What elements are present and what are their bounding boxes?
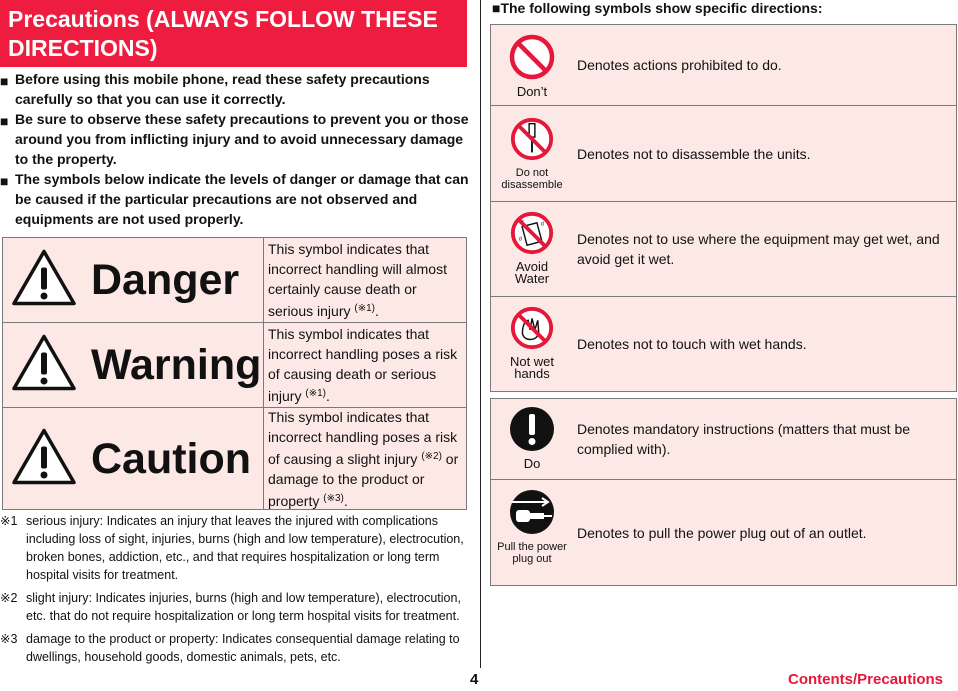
warning-triangle-icon	[11, 248, 77, 313]
symbol-caption: Don’t	[516, 84, 548, 99]
symbol-caption: Not wet hands	[509, 354, 555, 381]
symbol-row	[491, 202, 956, 297]
warning-triangle-icon	[11, 426, 77, 491]
bullet-symbol-levels: ■ The symbols below indicate the levels of danger or damage that can be caused if the particular precautions are not observed and equipments are not used properly.	[0, 171, 469, 227]
no-wet-hands-icon	[509, 305, 555, 351]
mandatory-icon	[508, 405, 556, 453]
bullet-read-precautions: ■ Before using this mobile phone, read these safety precautions carefully so that you can use it correctly.	[0, 71, 430, 107]
symbol-description: Denotes not to disassemble the units.	[577, 145, 811, 162]
footnote: ※1 serious injury: Indicates an injury that leaves the injured with complications including loss of sight, injuries, burns (high and low temperature), electrocution, broken bones, addiction, etc., and that requires hospitalization or long term hospital visits for treatment.	[0, 514, 464, 582]
pull-plug-icon	[508, 488, 556, 536]
symbol-row	[491, 399, 956, 480]
level-danger	[3, 238, 466, 323]
symbol-row	[491, 106, 956, 202]
symbol-row	[491, 25, 956, 106]
symbol-description: Denotes actions prohibited to do.	[577, 57, 782, 73]
svg-text:d: d	[540, 221, 544, 228]
level-word: Warning	[91, 341, 262, 389]
symbol-description: Denotes mandatory instructions (matters that must be complied with).	[577, 421, 911, 457]
footnotes	[0, 512, 470, 671]
symbol-caption: Do	[523, 456, 541, 471]
page-title: Precautions (ALWAYS FOLLOW THESE DIRECTIONS)	[0, 0, 467, 67]
symbol-caption: Pull the power plug out	[497, 541, 567, 565]
symbol-caption: Do not disassemble	[501, 167, 563, 191]
symbol-description: Denotes to pull the power plug out of an outlet.	[577, 524, 867, 541]
level-description: This symbol indicates that incorrect handling poses a risk of causing a slight injury $^{(※2)}$ or damage to the product or property $^{(※3)}$.	[263, 408, 462, 509]
symbols-heading: ■The following symbols show specific directions:	[492, 0, 823, 16]
symbol-caption: Avoid Water	[514, 259, 550, 286]
footnote: ※2 slight injury: Indicates injuries, burns (high and low temperature), electrocution, etc. that do not require hospitalization or long term hospital visits for treatment.	[0, 591, 461, 623]
prohibited-icon	[508, 33, 556, 81]
level-description: This symbol indicates that incorrect handling will almost certainly cause death or serious injury $^{(※1)}$.	[263, 238, 462, 322]
level-caution	[3, 408, 466, 509]
hazard-levels-table	[2, 237, 467, 510]
level-word: Caution	[91, 434, 252, 483]
level-description: This symbol indicates that incorrect handling poses a risk of causing death or serious injury $^{(※1)}$.	[263, 323, 462, 407]
column-divider	[480, 0, 481, 668]
level-word: Danger	[91, 256, 240, 304]
svg-text:d: d	[518, 236, 522, 243]
prohibition-symbols-table	[490, 24, 957, 392]
bullet-observe-precautions: ■ Be sure to observe these safety precautions to prevent you or those around you from inflicting injury and to avoid unnecessary damage to the property.	[0, 111, 469, 167]
symbol-description: Denotes not to touch with wet hands.	[577, 336, 807, 352]
warning-triangle-icon	[11, 333, 77, 398]
avoid-water-icon	[509, 210, 555, 256]
contents-precautions-link[interactable]: Contents/Precautions	[788, 671, 944, 688]
symbol-row	[491, 297, 956, 391]
symbol-row	[491, 480, 956, 585]
mandatory-symbols-table	[490, 398, 957, 586]
level-warning	[3, 323, 466, 408]
page-number: 4	[470, 671, 479, 688]
no-disassemble-icon	[509, 116, 555, 162]
footnote: ※3 damage to the product or property: Indicates consequential damage relating to dwellings, household goods, domestic animals, pets, etc.	[0, 632, 460, 664]
symbol-description: Denotes not to use where the equipment may get wet, and avoid get it wet.	[577, 231, 940, 267]
